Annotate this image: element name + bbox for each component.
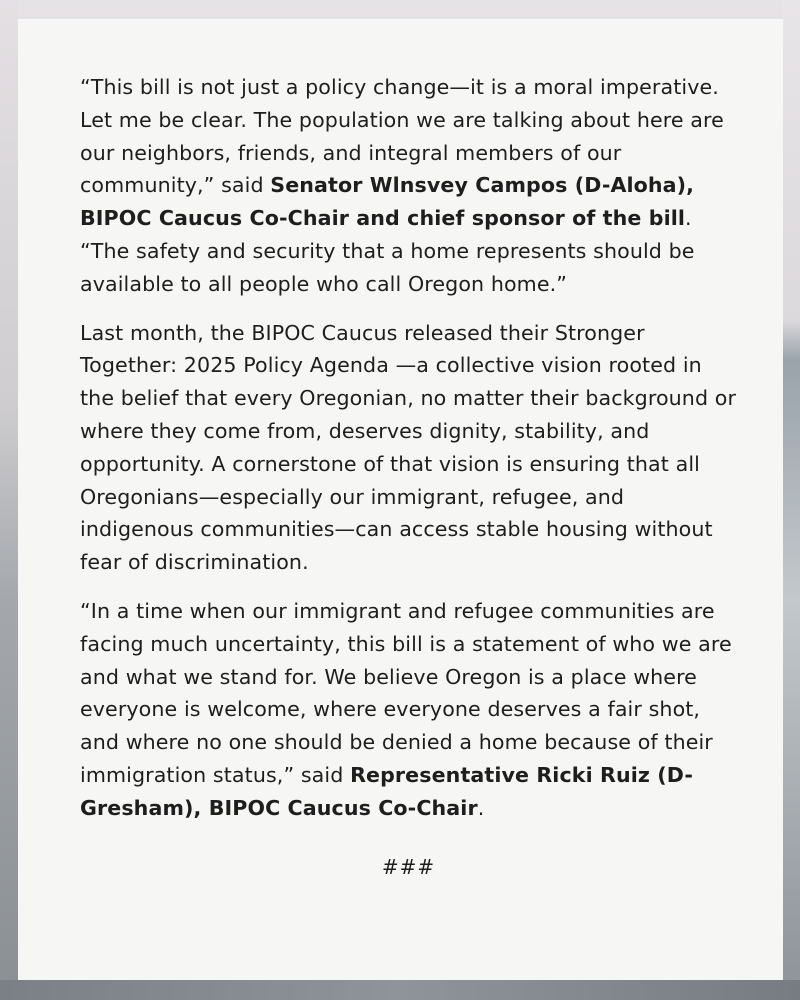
background-right-edge bbox=[782, 0, 800, 1000]
speaker-name-bold: Representative Ricki Ruiz (D-Gresham), BIPOC Caucus Co-Chair bbox=[80, 762, 693, 820]
paragraph-text: . bbox=[477, 795, 485, 820]
paragraph-text: . “The safety and security that a home represents should be available to all people who call Oregon home.” bbox=[80, 206, 695, 296]
press-release-card bbox=[18, 19, 783, 980]
paragraph-text: “This bill is not just a policy change—it is a moral imperative. Let me be clear. The population we are talking about here are our neighbors, friends, and integral members of our community,” said bbox=[80, 75, 724, 198]
quote-paragraph-campos bbox=[80, 71, 737, 301]
background-left-edge bbox=[0, 0, 18, 1000]
agenda-paragraph bbox=[80, 317, 737, 579]
speaker-name-bold: Senator Wlnsvey Campos (D-Aloha), BIPOC Caucus Co-Chair and chief sponsor of the bill bbox=[80, 173, 695, 231]
quote-paragraph-ruiz bbox=[80, 595, 737, 825]
paragraph-text: “In a time when our immigrant and refugee communities are facing much uncertainty, this bill is a statement of who we are and what we stand for. We believe Oregon is a place where everyone is welcome, where everyone deserves a fair shot, and where no one should be denied a home because of their immigration status,” said bbox=[80, 598, 732, 787]
end-of-release-mark: ### bbox=[381, 854, 436, 879]
paragraph-text: Last month, the BIPOC Caucus released their Stronger Together: 2025 Policy Agenda —a collective vision rooted in the belief that every Oregonian, no matter their background or where they come from, deserves dignity, stability, and opportunity. A cornerstone of that vision is ensuring that all Oregonians—especially our immigrant, refugee, and indigenous communities—can access stable housing without fear of discrimination. bbox=[80, 320, 737, 575]
background-bottom-edge bbox=[0, 980, 800, 1000]
